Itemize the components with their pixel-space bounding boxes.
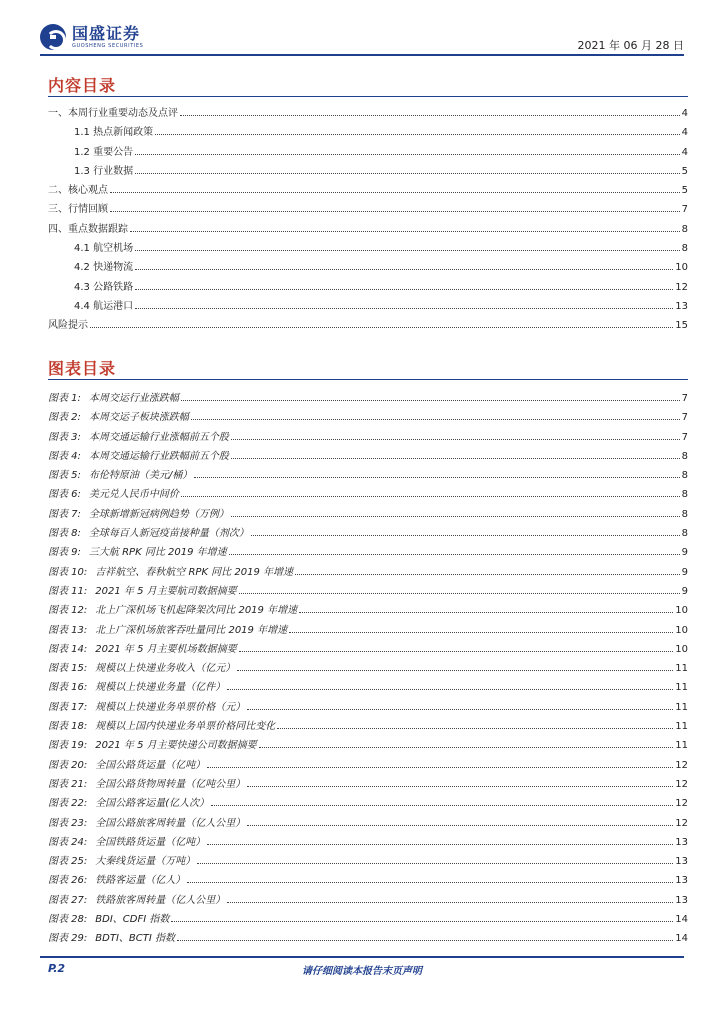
- figure-entry-label: 布伦特原油（美元/桶）: [88, 470, 193, 482]
- toc-entry[interactable]: [48, 199, 688, 218]
- figure-entry-number: 图表 14:: [48, 643, 88, 655]
- figure-entry-label: 本周交运子板块涨跌幅: [88, 412, 189, 424]
- toc-entry-label: 1.3 行业数据: [74, 165, 134, 177]
- figure-entry[interactable]: [48, 890, 688, 909]
- figure-entry[interactable]: [48, 639, 688, 658]
- report-date: 2021 年 06 月 28 日: [577, 39, 684, 52]
- figure-leader-dots: [211, 793, 673, 806]
- header-divider: [40, 54, 684, 56]
- figure-entry-label: 规模以上快递业务收入（亿元）: [95, 663, 236, 675]
- figure-entry[interactable]: [48, 928, 688, 947]
- figure-leader-dots: [207, 755, 673, 768]
- figure-leader-dots: [197, 851, 673, 864]
- figure-entry-page: 12: [675, 759, 688, 771]
- figure-entry-number: 图表 1:: [48, 393, 81, 404]
- figure-leader-dots: [251, 523, 680, 536]
- figure-entry-label: 北上广深机场飞机起降架次同比 2019 年增速: [95, 605, 298, 617]
- figure-leader-dots: [181, 388, 680, 401]
- figure-leader-dots: [299, 600, 673, 613]
- toc-leader-dots: [110, 199, 680, 212]
- figure-entry-page: 10: [675, 624, 688, 636]
- figure-leader-dots: [247, 697, 673, 710]
- figure-entry-page: 11: [675, 701, 688, 713]
- figure-entry-page: 12: [675, 817, 688, 829]
- figure-entry[interactable]: [48, 523, 688, 542]
- figure-entry[interactable]: [48, 600, 688, 619]
- toc-entry-page: 4: [681, 108, 688, 119]
- figure-entry-page: 14: [675, 933, 688, 945]
- figure-entry[interactable]: [48, 562, 688, 581]
- figure-entry-page: 8: [681, 508, 688, 520]
- toc-leader-dots: [155, 122, 680, 135]
- figure-entry-label: 全国公路旅客周转量（亿人公里）: [95, 817, 246, 829]
- figure-leader-dots: [177, 928, 673, 941]
- toc-entry-page: 5: [681, 165, 688, 177]
- figure-entry-number: 图表 18:: [48, 721, 88, 733]
- figure-entry-number: 图表 17:: [48, 701, 88, 713]
- figure-entry-page: 12: [675, 798, 688, 810]
- figure-entry-label: 规模以上国内快递业务单票价格同比变化: [95, 721, 276, 733]
- figure-leader-dots: [171, 909, 673, 922]
- figure-entry[interactable]: [48, 697, 688, 716]
- figure-entry-page: 9: [681, 585, 688, 597]
- figure-entry[interactable]: [48, 832, 688, 851]
- figure-entry[interactable]: [48, 774, 688, 793]
- figure-entry-number: 图表 22:: [48, 798, 88, 810]
- company-logo: [40, 24, 143, 50]
- figure-leader-dots: [181, 484, 680, 497]
- figure-entry-label: 全球新增新冠病例趋势（万例）: [88, 508, 229, 520]
- figures-title-divider: [48, 379, 688, 380]
- toc-entry-page: 10: [675, 262, 688, 274]
- toc-entry[interactable]: [48, 142, 688, 161]
- toc-entry-page: 15: [675, 320, 688, 332]
- figure-leader-dots: [229, 542, 680, 555]
- figure-entry-page: 8: [681, 489, 688, 501]
- figure-entry-label: 全国公路客运量(亿人次）: [95, 798, 210, 810]
- figure-entry-page: 11: [675, 682, 688, 694]
- figure-entry-label: 三大航 RPK 同比 2019 年增速: [88, 547, 227, 559]
- figure-entry-number: 图表 5:: [48, 470, 81, 482]
- figure-entry-page: 13: [675, 856, 688, 868]
- figure-leader-dots: [231, 427, 680, 440]
- figure-entry-page: 11: [675, 721, 688, 733]
- figure-entry[interactable]: [48, 870, 688, 889]
- figure-entry[interactable]: [48, 813, 688, 832]
- toc-entry-page: 12: [675, 281, 688, 293]
- page-number: P.2: [48, 962, 66, 975]
- figure-entry-page: 9: [681, 566, 688, 578]
- figure-entry-number: 图表 2:: [48, 412, 81, 424]
- figure-entry-number: 图表 21:: [48, 778, 88, 790]
- figure-entry-label: 规模以上快递业务量（亿件）: [95, 682, 226, 694]
- toc-entry-page: 4: [681, 127, 688, 139]
- figure-entry-number: 图表 10:: [48, 566, 88, 578]
- toc-leader-dots: [110, 180, 680, 193]
- toc-entry-page: 8: [681, 243, 688, 255]
- toc-entry-label: 一、本周行业重要动态及点评: [48, 108, 178, 119]
- figure-entry[interactable]: [48, 677, 688, 696]
- toc-entry-label: 4.1 航空机场: [74, 243, 134, 255]
- toc-leader-dots: [135, 161, 680, 174]
- toc-entry[interactable]: [48, 122, 688, 141]
- figure-leader-dots: [237, 658, 673, 671]
- figure-entry-page: 8: [681, 528, 688, 540]
- figure-entry-page: 13: [675, 875, 688, 887]
- figure-entry-page: 8: [681, 470, 688, 482]
- figure-entry-label: BDI、CDFI 指数: [95, 914, 170, 926]
- figure-entry-label: 本周交通运输行业涨幅前五个股: [88, 431, 229, 443]
- toc-title: 内容目录: [48, 76, 117, 95]
- figure-entry[interactable]: [48, 620, 688, 639]
- figure-entry-page: 7: [681, 431, 688, 443]
- figure-entry-number: 图表 16:: [48, 682, 88, 694]
- toc-leader-dots: [135, 142, 680, 155]
- figure-entry[interactable]: [48, 755, 688, 774]
- toc-leader-dots: [135, 238, 680, 251]
- figures-list: [48, 388, 688, 948]
- toc-entry[interactable]: [48, 257, 688, 276]
- toc-entry-label: 4.4 航运港口: [74, 300, 134, 312]
- figure-leader-dots: [247, 774, 673, 787]
- figure-entry[interactable]: [48, 909, 688, 928]
- figure-entry-label: 全国公路货物周转量（亿吨公里）: [95, 778, 246, 790]
- figure-leader-dots: [191, 407, 680, 420]
- figure-entry[interactable]: [48, 658, 688, 677]
- toc-entry-label: 四、重点数据跟踪: [48, 223, 128, 235]
- toc-leader-dots: [135, 296, 673, 309]
- figure-leader-dots: [194, 465, 679, 478]
- toc-entry-label: 4.3 公路铁路: [74, 281, 134, 293]
- figure-entry-number: 图表 15:: [48, 663, 88, 675]
- figure-leader-dots: [227, 890, 673, 903]
- toc-list: [48, 103, 688, 335]
- toc-leader-dots: [135, 277, 673, 290]
- figures-title: 图表目录: [48, 359, 117, 378]
- figure-entry-number: 图表 8:: [48, 528, 81, 540]
- figure-entry-label: 全球每百人新冠疫苗接种量（剂次）: [88, 528, 249, 540]
- figure-leader-dots: [247, 813, 673, 826]
- toc-entry-label: 1.2 重要公告: [74, 146, 134, 158]
- figure-entry-number: 图表 4:: [48, 450, 81, 462]
- toc-entry-label: 1.1 热点新闻政策: [74, 127, 154, 139]
- figure-entry-number: 图表 28:: [48, 914, 88, 926]
- figure-leader-dots: [207, 832, 673, 845]
- toc-title-divider: [48, 96, 688, 97]
- figure-entry-page: 8: [681, 450, 688, 462]
- figure-entry-page: 7: [681, 393, 688, 404]
- logo-icon: [40, 24, 66, 50]
- figure-leader-dots: [239, 581, 680, 594]
- toc-leader-dots: [130, 219, 680, 232]
- figure-entry-page: 13: [675, 894, 688, 906]
- figure-entry-label: 全国铁路货运量（亿吨）: [95, 836, 206, 848]
- figure-entry-number: 图表 26:: [48, 875, 88, 887]
- figure-entry-number: 图表 3:: [48, 431, 81, 443]
- figure-entry-number: 图表 23:: [48, 817, 88, 829]
- figure-entry[interactable]: [48, 388, 688, 407]
- toc-entry[interactable]: [48, 219, 688, 238]
- figure-leader-dots: [187, 870, 673, 883]
- disclaimer-text: 请仔细阅读本报告末页声明: [302, 966, 422, 977]
- toc-entry[interactable]: [48, 296, 688, 315]
- toc-entry-page: 8: [681, 223, 688, 235]
- footer-divider: [40, 956, 684, 958]
- figure-entry-page: 7: [681, 412, 688, 424]
- figure-entry[interactable]: [48, 735, 688, 754]
- figure-entry-label: 美元兑人民币中间价: [88, 489, 179, 501]
- figure-entry-label: 规模以上快递业务单票价格（元）: [95, 701, 246, 713]
- figure-entry-number: 图表 20:: [48, 759, 88, 771]
- toc-entry-label: 风险提示: [48, 320, 88, 332]
- toc-leader-dots: [90, 315, 673, 328]
- company-name-cn: 国盛证券: [72, 24, 141, 43]
- toc-entry[interactable]: [48, 103, 688, 122]
- page-header: [0, 0, 724, 60]
- toc-entry-page: 13: [675, 300, 688, 312]
- figure-entry-label: 2021 年 5 月主要快递公司数据摘要: [95, 740, 257, 752]
- figure-entry[interactable]: [48, 427, 688, 446]
- figure-entry-label: 北上广深机场旅客吞吐量同比 2019 年增速: [95, 624, 288, 636]
- figure-entry-page: 12: [675, 778, 688, 790]
- figure-entry[interactable]: [48, 851, 688, 870]
- figure-entry-number: 图表 27:: [48, 894, 88, 906]
- figure-entry-label: 吉祥航空、春秋航空 RPK 同比 2019 年增速: [95, 566, 293, 578]
- figure-entry[interactable]: [48, 793, 688, 812]
- figure-entry-number: 图表 19:: [48, 740, 88, 752]
- toc-entry-label: 4.2 快递物流: [74, 262, 134, 274]
- figure-entry-number: 图表 6:: [48, 489, 81, 501]
- figure-leader-dots: [259, 735, 674, 748]
- toc-entry[interactable]: [48, 277, 688, 296]
- figure-entry-label: 大秦线货运量（万吨）: [95, 856, 196, 868]
- toc-entry-label: 二、核心观点: [48, 185, 108, 197]
- figure-entry-label: 2021 年 5 月主要航司数据摘要: [95, 585, 237, 597]
- toc-entry-page: 5: [681, 185, 688, 197]
- figure-entry-page: 11: [675, 663, 688, 675]
- figure-entry[interactable]: [48, 484, 688, 503]
- figure-entry[interactable]: [48, 446, 688, 465]
- toc-entry-label: 三、行情回顾: [48, 204, 108, 216]
- figure-entry[interactable]: [48, 504, 688, 523]
- figure-entry-label: BDTI、BCTI 指数: [95, 933, 175, 945]
- figure-entry-page: 10: [675, 605, 688, 617]
- figure-entry-label: 本周交运行业涨跌幅: [88, 393, 179, 404]
- figure-entry-label: 铁路客运量（亿人）: [95, 875, 186, 887]
- figure-entry[interactable]: [48, 465, 688, 484]
- figure-entry-page: 13: [675, 836, 688, 848]
- toc-entry[interactable]: [48, 161, 688, 180]
- figure-entry-number: 图表 25:: [48, 856, 88, 868]
- figure-leader-dots: [227, 677, 673, 690]
- toc-leader-dots: [135, 257, 673, 270]
- figure-entry-number: 图表 29:: [48, 933, 88, 945]
- toc-entry-page: 7: [681, 204, 688, 216]
- figure-entry-number: 图表 24:: [48, 836, 88, 848]
- figure-entry[interactable]: [48, 716, 688, 735]
- toc-entry[interactable]: [48, 180, 688, 199]
- figure-entry-number: 图表 13:: [48, 624, 88, 636]
- toc-entry[interactable]: [48, 238, 688, 257]
- figure-leader-dots: [277, 716, 673, 729]
- figure-entry-page: 10: [675, 643, 688, 655]
- figure-leader-dots: [289, 620, 673, 633]
- figure-entry[interactable]: [48, 542, 688, 561]
- figure-entry-number: 图表 9:: [48, 547, 81, 559]
- figure-entry-label: 铁路旅客周转量（亿人公里）: [95, 894, 226, 906]
- toc-entry[interactable]: [48, 315, 688, 334]
- figure-leader-dots: [231, 446, 680, 459]
- figure-entry-page: 14: [675, 914, 688, 926]
- figure-entry-label: 全国公路货运量（亿吨）: [95, 759, 206, 771]
- figure-entry-number: 图表 7:: [48, 508, 81, 520]
- toc-leader-dots: [180, 103, 680, 116]
- figure-entry-label: 本周交通运输行业跌幅前五个股: [88, 450, 229, 462]
- figure-entry-label: 2021 年 5 月主要机场数据摘要: [95, 643, 237, 655]
- figure-entry-page: 11: [675, 740, 688, 752]
- figure-entry-number: 图表 11:: [48, 585, 88, 597]
- figure-entry[interactable]: [48, 407, 688, 426]
- figure-leader-dots: [295, 562, 680, 575]
- figure-entry[interactable]: [48, 581, 688, 600]
- figure-entry-page: 9: [681, 547, 688, 559]
- figure-leader-dots: [231, 504, 680, 517]
- toc-entry-page: 4: [681, 146, 688, 158]
- figure-leader-dots: [239, 639, 674, 652]
- company-name-en: GUOSHENG SECURITIES: [72, 43, 144, 49]
- figure-entry-number: 图表 12:: [48, 605, 88, 617]
